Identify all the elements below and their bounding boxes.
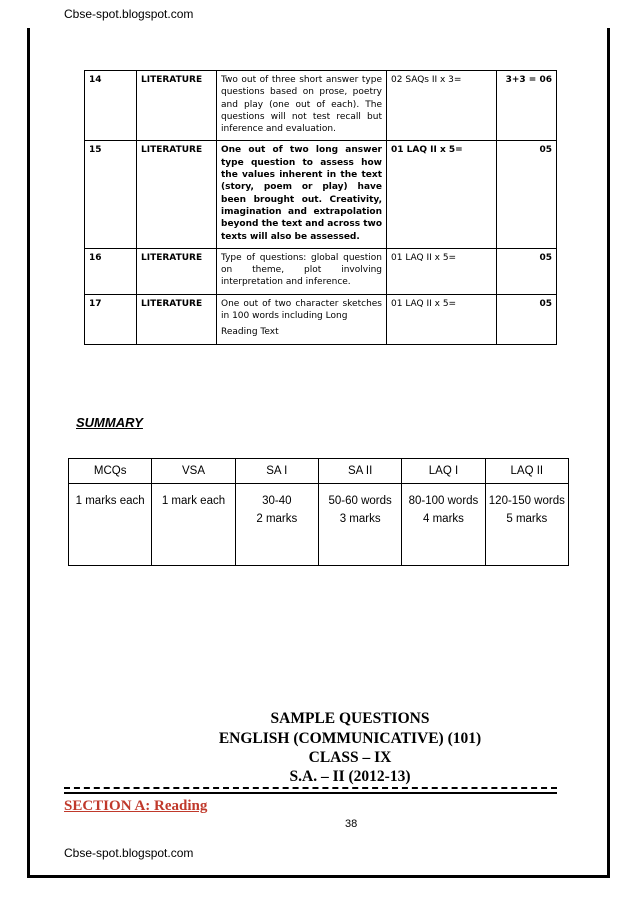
summary-header: MCQs — [69, 459, 152, 484]
summary-value-sub: 4 marks — [423, 513, 464, 525]
question-type: 01 LAQ II x 5= — [387, 294, 497, 344]
summary-value: 50-60 words — [328, 495, 392, 507]
table-row — [85, 248, 557, 294]
summary-cell — [318, 484, 401, 566]
summary-cell — [485, 484, 568, 566]
summary-header-row — [69, 459, 569, 484]
term-title: S.A. – II (2012-13) — [289, 768, 411, 785]
summary-table — [68, 458, 569, 566]
summary-value: 30-40 — [262, 495, 292, 507]
summary-value-sub: 2 marks — [256, 513, 298, 525]
question-table — [84, 70, 557, 345]
footer-site-url: Cbse-spot.blogspot.com — [64, 846, 194, 860]
summary-value: 80-100 words — [408, 495, 479, 507]
question-description-cell — [217, 294, 387, 344]
summary-value-sub: 3 marks — [339, 513, 381, 525]
section-a-heading: SECTION A: Reading — [64, 798, 208, 814]
class-title: CLASS – IX — [308, 749, 392, 766]
sample-questions-title: SAMPLE QUESTIONS — [270, 710, 430, 727]
question-marks: 05 — [497, 141, 557, 248]
solid-divider — [64, 792, 557, 794]
header-site-url: Cbse-spot.blogspot.com — [64, 7, 194, 21]
summary-cell — [235, 484, 318, 566]
question-number: 16 — [85, 248, 137, 294]
question-description-extra: Reading Text — [221, 327, 279, 338]
page-border-bottom — [27, 875, 610, 878]
dashed-divider — [64, 787, 557, 789]
question-type: 02 SAQs II x 3= — [387, 71, 497, 141]
summary-cell — [69, 484, 152, 566]
question-number: 14 — [85, 71, 137, 141]
question-number: 17 — [85, 294, 137, 344]
question-marks: 05 — [497, 294, 557, 344]
summary-value-row — [69, 484, 569, 566]
section-name: LITERATURE — [137, 248, 217, 294]
section-name: LITERATURE — [137, 141, 217, 248]
question-number: 15 — [85, 141, 137, 248]
question-description: Two out of three short answer type questions based on prose, poetry and play (one out of each). The questions will not test recall but inference and evaluation. — [217, 71, 387, 141]
question-marks: 3+3 = 06 — [497, 71, 557, 141]
summary-header: VSA — [152, 459, 235, 484]
summary-header: LAQ II — [485, 459, 568, 484]
question-type: 01 LAQ II x 5= — [387, 141, 497, 248]
table-row — [85, 294, 557, 344]
summary-cell — [402, 484, 485, 566]
page-border-right — [607, 28, 610, 878]
summary-header: SA I — [235, 459, 318, 484]
page-number: 38 — [345, 818, 358, 830]
subject-title: ENGLISH (COMMUNICATIVE) (101) — [218, 730, 482, 747]
section-name: LITERATURE — [137, 294, 217, 344]
table-row — [85, 71, 557, 141]
table-row — [85, 141, 557, 248]
question-description: Type of questions: global question on theme, plot involving interpretation and inference. — [217, 248, 387, 294]
summary-header: LAQ I — [402, 459, 485, 484]
summary-value: 120-150 words — [488, 495, 565, 507]
question-marks: 05 — [497, 248, 557, 294]
summary-value: 1 marks each — [75, 495, 145, 507]
section-name: LITERATURE — [137, 71, 217, 141]
question-description: One out of two character sketches in 100 words including Long — [221, 298, 382, 322]
summary-header: SA II — [318, 459, 401, 484]
summary-heading: SUMMARY — [76, 415, 143, 430]
summary-cell — [152, 484, 235, 566]
question-description: One out of two long answer type question to assess how the values inherent in the text (story, poem or play) have been brought out. Creativity, imagination and extrapolation beyond the text and across two texts will also be assessed. — [217, 141, 387, 248]
question-type: 01 LAQ II x 5= — [387, 248, 497, 294]
summary-value: 1 mark each — [161, 495, 226, 507]
page-border-left — [27, 28, 30, 878]
summary-value-sub: 5 marks — [506, 513, 548, 525]
